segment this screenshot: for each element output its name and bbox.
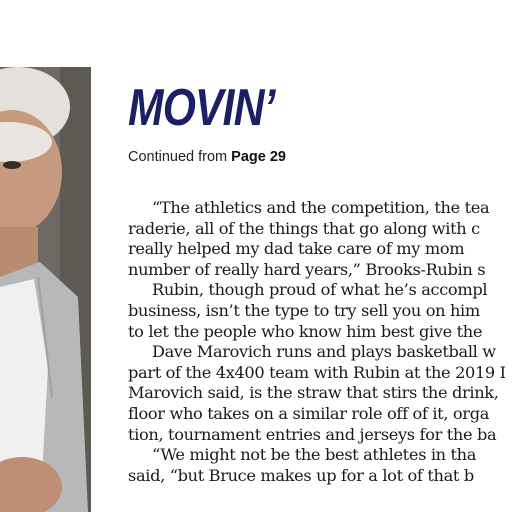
- portrait-photo: [0, 67, 91, 512]
- article-headline: MOVIN’: [128, 79, 275, 137]
- body-line: raderie, all of the things that go along with c: [128, 218, 480, 238]
- body-line: said, “but Bruce makes up for a lot of that b: [128, 465, 474, 485]
- body-line: part of the 4x400 team with Rubin at the 2019 I: [128, 362, 506, 382]
- continued-page-reference: Page 29: [231, 149, 286, 165]
- continued-from-line: [128, 148, 286, 166]
- body-line: Marovich said, is the straw that stirs the drink,: [128, 383, 499, 403]
- continued-prefix: Continued from: [128, 149, 232, 165]
- article-body: [128, 198, 512, 486]
- body-line: business, isn’t the type to try sell you on him: [128, 300, 480, 320]
- portrait-illustration: [0, 67, 91, 512]
- body-line: “We might not be the best athletes in tha: [152, 445, 477, 465]
- body-line: “The athletics and the competition, the tea: [152, 198, 490, 217]
- body-line: number of really hard years,” Brooks-Rubin s: [128, 259, 486, 279]
- body-line: to let the people who know him best give the: [128, 321, 483, 341]
- body-line: floor who takes on a similar role off of it, orga: [128, 403, 490, 423]
- body-line: tion, tournament entries and jerseys for the ba: [128, 424, 497, 444]
- body-line: Dave Marovich runs and plays basketball w: [152, 342, 496, 362]
- body-line: really helped my dad take care of my mom: [128, 239, 465, 259]
- body-line: Rubin, though proud of what he’s accompl: [152, 280, 488, 300]
